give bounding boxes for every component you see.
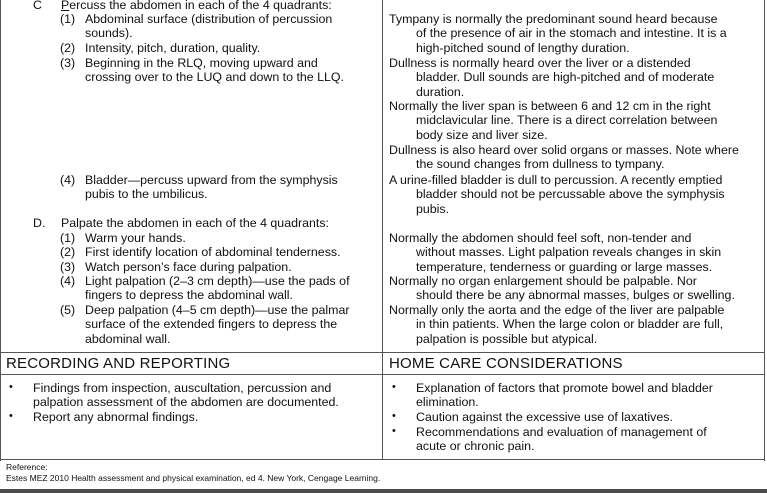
section-d-letter: D. [33, 216, 46, 230]
recording-item-abnormal: Report any abnormal findings. [33, 410, 199, 424]
finding-dullness: Dullness is normally heard over the liver or a distended bladder. Dull sounds are high-pitched and of moderate duration. [389, 56, 715, 99]
bullet-icon: • [9, 410, 13, 422]
finding-bladder: A urine-filled bladder is dull to percussion. A recently emptied bladder should not be percussable above the symphysis pubis. [389, 173, 725, 216]
d-item-4-number: (4) [60, 274, 76, 288]
bullet-icon: • [392, 381, 396, 393]
section-c-title [61, 0, 332, 12]
finding-solid-organs: Dullness is also heard over solid organs or masses. Note where the sound changes from dullness to tympany. [389, 143, 739, 172]
d-item-3: Watch person’s face during palpation. [85, 260, 292, 274]
d-item-5-number: (5) [60, 303, 76, 317]
homecare-item-pain: Recommendations and evaluation of management of acute or chronic pain. [416, 425, 707, 454]
reference-label: Reference: [6, 462, 48, 472]
c-item-1: Abdominal surface (distribution of percussion sounds). [85, 12, 333, 41]
bullet-icon: • [392, 425, 396, 437]
c-item-2: Intensity, pitch, duration, quality. [85, 41, 261, 55]
recording-reporting-header: RECORDING AND REPORTING [6, 355, 231, 372]
home-care-header: HOME CARE CONSIDERATIONS [389, 355, 623, 372]
c-item-2-number: (2) [60, 41, 76, 55]
d-item-5: Deep palpation (4–5 cm depth)—use the palmar surface of the extended fingers to depress the abdominal wall. [85, 303, 350, 346]
d-item-3-number: (3) [60, 260, 76, 274]
section-c-title-rest: ercuss the abdomen in each of the 4 quadrants: [69, 0, 332, 12]
bullet-icon: • [392, 410, 396, 422]
c-item-3: Beginning in the RLQ, moving upward and crossing over to the LUQ and down to the LLQ. [85, 56, 344, 85]
bullet-icon: • [9, 381, 13, 393]
bottom-rule [0, 489, 767, 493]
section-divider-top [0, 352, 765, 353]
section-d-title: Palpate the abdomen in each of the 4 quadrants: [61, 216, 329, 230]
c-item-4-number: (4) [60, 173, 76, 187]
homecare-item-laxatives: Caution against the excessive use of laxatives. [416, 410, 673, 424]
homecare-item-elimination: Explanation of factors that promote bowel and bladder elimination. [416, 381, 713, 410]
table-right-border [764, 0, 765, 461]
table-left-border [0, 0, 1, 461]
column-divider [382, 0, 383, 460]
c-item-3-number: (3) [60, 56, 76, 70]
c-item-4: Bladder—percuss upward from the symphysis pubis to the umbilicus. [85, 173, 338, 202]
section-c-letter: C [33, 0, 42, 12]
recording-item-documented: Findings from inspection, auscultation, percussion and palpation assessment of the abdomen are documented. [33, 381, 339, 410]
d-item-1-number: (1) [60, 231, 76, 245]
section-c-title-initial: P [61, 0, 70, 12]
header-divider [0, 374, 765, 375]
c-item-1-number: (1) [60, 12, 76, 26]
d-item-2: First identify location of abdominal tenderness. [85, 245, 341, 259]
finding-liver-span: Normally the liver span is between 6 and 12 cm in the right midclavicular line. There is a direct correlation between body size and liver size. [389, 99, 718, 142]
finding-abdomen-soft: Normally the abdomen should feel soft, non-tender and without masses. Light palpation reveals changes in skin temperature, tenderness or guarding or large masses. [389, 231, 722, 274]
reference-divider [0, 459, 765, 460]
d-item-1: Warm your hands. [85, 231, 186, 245]
finding-aorta-liver: Normally only the aorta and the edge of the liver are palpable in thin patients. When the large colon or bladder are full, palpation is possible but atypical. [389, 303, 725, 346]
d-item-4: Light palpation (2–3 cm depth)—use the pads of fingers to depress the abdominal wall. [85, 274, 350, 303]
finding-tympany: Tympany is normally the predominant sound heard because of the presence of air in the stomach and intestine. It is a high-pitched sound of lengthy duration. [389, 12, 727, 55]
finding-no-enlargement: Normally no organ enlargement should be palpable. Nor should there be any abnormal masses, bulges or swelling. [389, 274, 735, 303]
reference-citation: Estes MEZ 2010 Health assessment and physical examination, ed 4. New York, Cengage Learning. [6, 473, 381, 483]
d-item-2-number: (2) [60, 245, 76, 259]
